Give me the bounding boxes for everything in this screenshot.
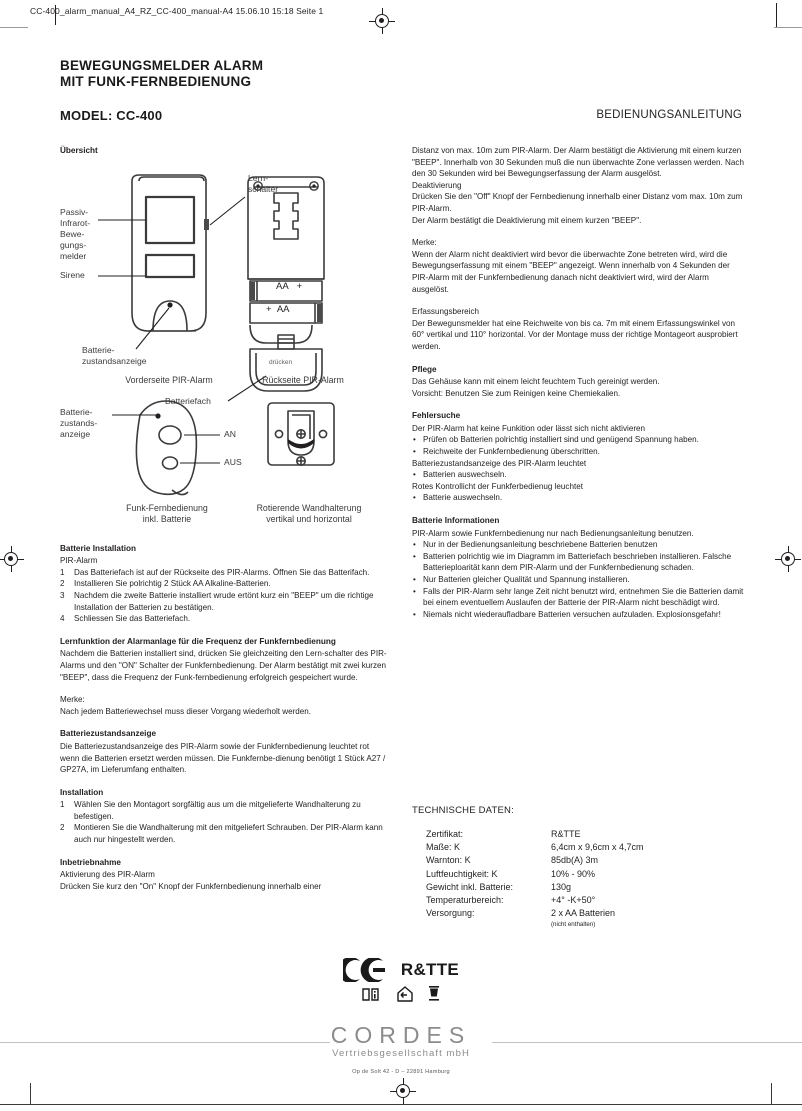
crop-tick-bottom-right	[771, 1083, 772, 1105]
brand-name: CORDES	[330, 1022, 472, 1048]
crop-rule-top-right	[774, 27, 802, 28]
section-troubleshooting	[412, 410, 747, 504]
troubleshooting-heading: Fehlersuche	[412, 411, 461, 421]
care-body2: Vorsicht: Benutzen Sie zum Reinigen keine Chemiekalien.	[412, 388, 621, 398]
tech-key: Zertifikat:	[426, 829, 464, 839]
list-item: • Nur in der Bedienungsanleitung beschriebene Batterien benutzen	[412, 539, 747, 551]
list-item: 2 Montieren Sie die Wandhalterung mit den mitgeliefert Schrauben. Der PIR-Alarm kann auch nur hingestellt werden.	[60, 823, 383, 845]
tech-value: R&TTE	[551, 829, 581, 839]
tech-value: 85db(A) 3m	[551, 855, 599, 866]
deactivation-body2: Der Alarm bestätigt die Deaktivierung mit einem kurzen "BEEP".	[412, 215, 642, 225]
section-battery-info	[412, 515, 747, 620]
ce-mark-icon	[343, 958, 389, 982]
right-column	[412, 145, 747, 620]
page-edge-mark-right	[776, 3, 777, 27]
learn-function-heading: Lernfunktion der Alarmanlage für die Frequenz der Funkfernbedienung	[60, 636, 336, 646]
battery-install-steps	[60, 567, 390, 625]
learn-function-body: Nachdem die Batterien installiert sind, drücken Sie gleichzeiting den Lern-schalter des PIR-Alarms und den "ON" Schalter der Funkfernbedienung. Der Alarm bestätigt mit zwei kurzen "BEEP", dass die Frequenz der Funk-fernbedienung erfolgreich gespeichert wurde.	[60, 649, 387, 682]
left-note-body: Nach jedem Batteriewechsel muss dieser Vorgang wiederholt werden.	[60, 706, 312, 716]
label-battery-compartment: Batteriefach	[165, 395, 211, 406]
technical-data-table	[412, 805, 747, 929]
battery-install-subtitle: PIR-Alarm	[60, 556, 98, 566]
right-note-heading: Merke:	[412, 238, 437, 248]
technical-data-note: (nicht enthalten)	[551, 921, 596, 929]
symbol-row	[0, 985, 802, 1003]
prepress-slug: CC-400_alarm_manual_A4_RZ_CC-400_manual-A4 15.06.10 15:18 Seite 1	[30, 6, 324, 16]
tech-key: Temperaturbereich:	[426, 895, 504, 906]
troubleshooting-case3-bullets	[412, 492, 747, 504]
tech-value: 10% - 90%	[551, 868, 596, 879]
list-item: 1 Das Batteriefach ist auf der Rückseite des PIR-Alarms. Öffnen Sie das Batterifach.	[60, 567, 370, 577]
footer-rule-right	[492, 1042, 802, 1043]
tech-value: +4° -K+50°	[551, 895, 596, 906]
tech-value: 6,4cm x 9,6cm x 4,7cm	[551, 842, 644, 853]
continuation-body: Distanz von max. 10m zum PIR-Alarm. Der Alarm bestätigt die Aktivierung mit einem kurzen "BEEP". Innerhalb von 30 Sekunden muß die nun überwachte Zone verlassen werden. Nach den 30 Sekunden wird bei Bewegungserfassung der Alarm ausgelöst.	[412, 146, 744, 179]
list-item: • Nur Batterien gleicher Qualität und Spannung installieren.	[412, 574, 747, 586]
section-continuation	[412, 145, 747, 226]
commissioning-subtitle: Aktivierung des PIR-Alarm	[60, 870, 155, 880]
list-item: 1 Wählen Sie den Montagort sorgfältig aus um die mitgelieferte Wandhalterung zu befestigen.	[60, 800, 361, 821]
troubleshooting-case1-bullets	[412, 434, 747, 457]
tech-key: Warnton: K	[426, 855, 471, 866]
crop-rule-bottom	[0, 1104, 802, 1105]
read-manual-icon	[361, 986, 383, 1003]
battery-info-bullets	[412, 539, 747, 620]
battery-indicator-heading: Batteriezustandsanzeige	[60, 729, 157, 739]
overview-figure	[60, 163, 390, 533]
list-item: • Batterien polrichtig wie im Diagramm im Batteriefach beschrieben installieren. Falsche Batterieploarität kann dem PIR-Alarm und der Funkfernbedienung schaden.	[412, 551, 747, 574]
registration-mark-right	[775, 546, 801, 572]
brand-address: Op de Solt 42 - D – 22891 Hamburg	[352, 1069, 450, 1075]
list-item: • Prüfen ob Batterien polrichtig installiert sind und genügend Spannung haben.	[412, 434, 747, 446]
battery-info-heading: Batterie Informationen	[412, 516, 500, 526]
registration-mark-left	[0, 546, 24, 572]
registration-mark-top	[369, 8, 395, 34]
table-row	[412, 854, 747, 867]
label-remote-off: AUS	[224, 456, 242, 467]
section-installation	[60, 787, 390, 846]
label-press: drücken	[269, 358, 293, 366]
section-right-note	[412, 237, 747, 295]
brand-subtitle: Vertriebsgesellschaft mbH	[332, 1048, 470, 1059]
care-heading: Pflege	[412, 364, 437, 374]
label-learn-switch: Lern- schalter	[248, 172, 279, 194]
section-battery-install	[60, 543, 390, 625]
battery-info-intro: PIR-Alarm sowie Funkfernbedienung nur nach Bedienungsanleitung benutzen.	[412, 528, 694, 538]
list-item: 4 Schliessen Sie das Batteriefach.	[60, 614, 191, 624]
page-title-line2: MIT FUNK-FERNBEDIENUNG	[60, 74, 252, 89]
deactivation-body: Drücken Sie den "Off" Knopf der Fernbedienung innerhalb einer Distanz vom max. 10m zum PIR-Alarm.	[412, 192, 743, 213]
tech-key: Maße: K	[426, 842, 461, 853]
label-battery-status: Batterie- zustandsanzeige	[82, 344, 147, 366]
troubleshooting-case2-bullets	[412, 469, 747, 481]
certification-line	[0, 958, 802, 982]
brand-block	[0, 1023, 802, 1075]
section-commissioning	[60, 857, 390, 893]
manual-type-label: BEDIENUNGSANLEITUNG	[596, 109, 742, 121]
label-aa-bottom: + AA	[266, 303, 290, 315]
indoor-use-icon	[395, 985, 415, 1003]
model-label: MODEL: CC-400	[60, 108, 163, 123]
troubleshooting-case1: Der PIR-Alarm hat keine Funkition oder lässt sich nicht aktivieren	[412, 423, 646, 433]
table-row	[412, 894, 747, 907]
section-battery-indicator	[60, 728, 390, 775]
crop-rule-top-left	[0, 27, 28, 28]
list-item: • Reichweite der Funkfernbedienung überschritten.	[412, 446, 747, 458]
commissioning-heading: Inbetriebnahme	[60, 857, 121, 867]
installation-steps	[60, 799, 390, 845]
list-item: • Falls der PIR-Alarm sehr lange Zeit nicht benutzt wird, entnehmen Sie die Batterien damit bei einem eventuellem Auslaufen der Batterie der PIR-Alarm nicht beschädigt wird.	[412, 586, 747, 609]
caption-back: Rückseite PIR-Alarm	[262, 374, 344, 385]
deactivation-title: Deaktivierung	[412, 180, 462, 190]
tech-value: 2 x AA Batterien	[551, 908, 616, 919]
installation-heading: Installation	[60, 787, 104, 797]
caption-front: Vorderseite PIR-Alarm	[125, 374, 213, 385]
list-item: • Batterien auswechseln.	[412, 469, 747, 481]
list-item: • Batterie auswechseln.	[412, 492, 747, 504]
detection-area-heading: Erfassungsbereich	[412, 307, 480, 317]
page-title	[60, 58, 480, 90]
footer-rule-left	[0, 1042, 330, 1043]
table-row	[412, 828, 747, 841]
table-row	[412, 841, 747, 854]
detection-area-body: Der Bewegunsmelder hat eine Reichweite von bis ca. 7m mit einem Erfassungswinkel von 60° vertikal und 110° horizontal. Vor der Montage muss der richtige Montageort ausprobiert werden.	[412, 318, 738, 351]
commissioning-body: Drücken Sie kurz den "On" Knopf der Funkfernbedienung innerhalb einer	[60, 881, 322, 891]
overview-heading: Übersicht	[60, 146, 98, 155]
caption-remote: Funk-Fernbedienung inkl. Batterie	[126, 502, 208, 525]
page-title-line1: BEWEGUNGSMELDER ALARM	[60, 58, 264, 73]
label-remote-on: AN	[224, 428, 236, 439]
section-learn-function	[60, 636, 390, 683]
battery-install-heading: Batterie Installation	[60, 543, 136, 553]
section-care	[412, 364, 747, 400]
right-note-body: Wenn der Alarm nicht deaktiviert wird bevor die überwachte Zone betreten wird, wird die Bewegungserfassung mit einem "BEEP" angezeigt. Wenn innerhalb von 4 Sekunden der PIR-Alarm mit der Funkfernbedienung danach nicht deaktiviert wird, wird der Alarm ausgelöst.	[412, 249, 730, 294]
care-body1: Das Gehäuse kann mit einem leicht feuchtem Tuch gereinigt werden.	[412, 377, 660, 387]
tech-key: Versorgung:	[426, 908, 475, 919]
list-item: 3 Nachdem die zweite Batterie installiert wrude ertönt kurz ein "BEEP" um die richtige Installation der Batterien zu bestätigen.	[60, 590, 374, 612]
section-left-note	[60, 694, 390, 717]
crop-tick-bottom-left	[30, 1083, 31, 1105]
list-item: • Niemals nicht wiederaufladbare Batterien versuchen aufzuladen. Explosionsgefahr!	[412, 609, 747, 621]
tech-value: 130g	[551, 881, 572, 892]
troubleshooting-case2: Batteriezustandsanzeige des PIR-Alarm leuchtet	[412, 458, 587, 468]
waste-bin-crossed-icon	[427, 985, 441, 1003]
list-item: 2 Installieren Sie polrichtig 2 Stück AA Alkaline-Batterien.	[60, 579, 271, 589]
label-aa-top: AA +	[276, 280, 303, 292]
tech-key: Luftfeuchtigkeit: K	[426, 868, 498, 879]
label-siren: Sirene	[60, 269, 85, 280]
battery-indicator-body: Die Batteriezustandsanzeige des PIR-Alarm sowie der Funkfernbedienung leuchtet rot wenn die Batterien ersetzt werden müssen. Die Funkfernbe-dienung benötigt 1 Stück A27 / GP27A, im Lieferumfang enthalten.	[60, 741, 386, 775]
left-note-heading: Merke:	[60, 695, 85, 705]
section-detection-area	[412, 306, 747, 352]
rtte-label: R&TTE	[400, 960, 460, 979]
tech-key: Gewicht inkl. Batterie:	[426, 881, 514, 892]
left-column	[60, 145, 390, 892]
label-pir-sensor: Passiv- Infrarot- Bewe- gungs- melder	[60, 206, 91, 261]
table-row	[412, 881, 747, 894]
label-remote-battery-status: Batterie- zustands- anzeige	[60, 406, 98, 439]
table-row	[412, 907, 747, 920]
caption-bracket: Rotierende Wandhalterung vertikal und horizontal	[256, 502, 362, 525]
technical-data-title: TECHNISCHE DATEN:	[412, 805, 514, 816]
registration-mark-bottom	[390, 1078, 416, 1104]
footer	[0, 958, 802, 1075]
table-row	[412, 868, 747, 881]
troubleshooting-case3: Rotes Kontrollicht der Funkferbedienug leuchtet	[412, 481, 583, 491]
